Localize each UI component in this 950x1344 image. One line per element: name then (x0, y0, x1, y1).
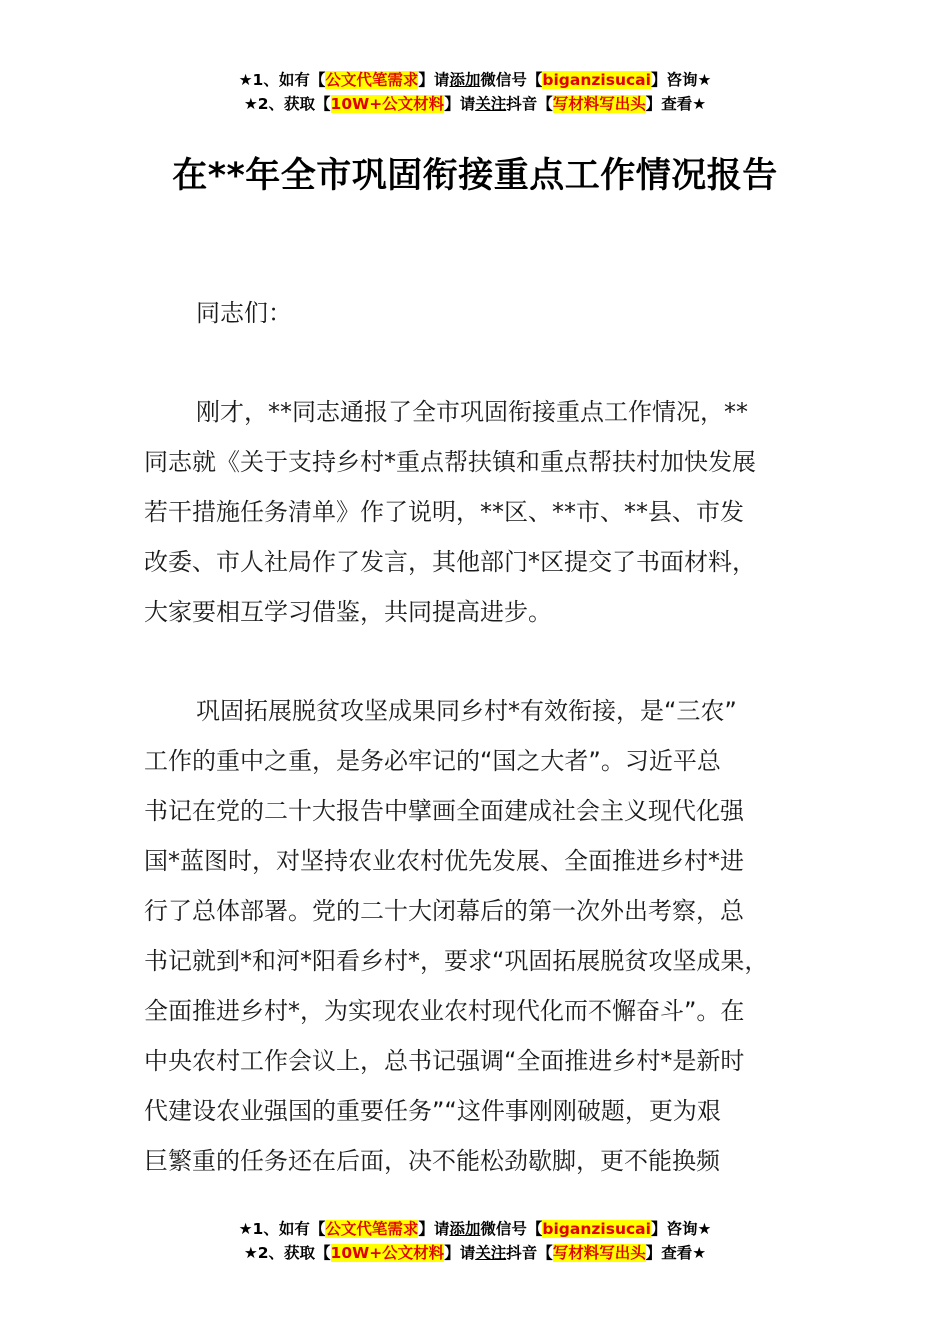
highlight-douyin-account: 写材料写出头 (552, 95, 646, 113)
paragraph-line: 同志就《关于支持乡村*重点帮扶镇和重点帮扶村加快发展 (144, 448, 756, 476)
highlight-materials: 10W+公文材料 (330, 1244, 445, 1262)
highlight-wechat-id: biganzisucai (542, 1220, 651, 1238)
banner-line-2: ★2、获取【10W+公文材料】请关注抖音【写材料写出头】查看★ (243, 95, 707, 113)
paragraph-line: 巩固拓展脱贫攻坚成果同乡村*有效衔接，是“三农” (196, 697, 737, 725)
paragraph-line: 书记在党的二十大报告中擘画全面建成社会主义现代化强 (144, 797, 744, 825)
highlight-ghostwriting: 公文代笔需求 (325, 1220, 419, 1238)
paragraph-line: 巨繁重的任务还在后面，决不能松劲歇脚，更不能换频 (144, 1147, 720, 1175)
paragraph-line: 行了总体部署。党的二十大闭幕后的第一次外出考察，总 (144, 897, 744, 925)
paragraph-line: 刚才，**同志通报了全市巩固衔接重点工作情况，** (196, 398, 748, 426)
highlight-materials: 10W+公文材料 (330, 95, 445, 113)
paragraph-line: 改委、市人社局作了发言，其他部门*区提交了书面材料， (144, 548, 756, 576)
header-banner (0, 68, 950, 116)
paragraph-1 (144, 387, 844, 637)
paragraph-line: 工作的重中之重，是务必牢记的“国之大者”。习近平总 (144, 747, 721, 775)
highlight-douyin-account: 写材料写出头 (552, 1244, 646, 1262)
highlight-ghostwriting: 公文代笔需求 (325, 71, 419, 89)
paragraph-line: 全面推进乡村*，为实现农业农村现代化而不懈奋斗”。在 (144, 997, 745, 1025)
banner-line-1: ★1、如有【公文代笔需求】请添加微信号【biganzisucai】咨询★ (238, 71, 712, 89)
paragraph-line: 大家要相互学习借鉴，共同提高进步。 (144, 598, 552, 626)
document-title: 在**年全市巩固衔接重点工作情况报告 (172, 156, 778, 196)
banner-line-2: ★2、获取【10W+公文材料】请关注抖音【写材料写出头】查看★ (243, 1244, 707, 1262)
paragraph-line: 书记就到*和河*阳看乡村*，要求“巩固拓展脱贫攻坚成果， (144, 947, 769, 975)
paragraph-line: 若干措施任务清单》作了说明，**区、**市、**县、市发 (144, 498, 744, 526)
highlight-wechat-id: biganzisucai (542, 71, 651, 89)
salutation-block (144, 288, 844, 338)
salutation: 同志们： (196, 299, 292, 327)
banner-line-1: ★1、如有【公文代笔需求】请添加微信号【biganzisucai】咨询★ (238, 1220, 712, 1238)
paragraph-line: 代建设农业强国的重要任务”“这件事刚刚破题，更为艰 (144, 1097, 721, 1125)
paragraph-2 (144, 686, 844, 1186)
footer-banner (0, 1217, 950, 1265)
paragraph-line: 国*蓝图时，对坚持农业农村优先发展、全面推进乡村*进 (144, 847, 744, 875)
paragraph-line: 中央农村工作会议上，总书记强调“全面推进乡村*是新时 (144, 1047, 745, 1075)
